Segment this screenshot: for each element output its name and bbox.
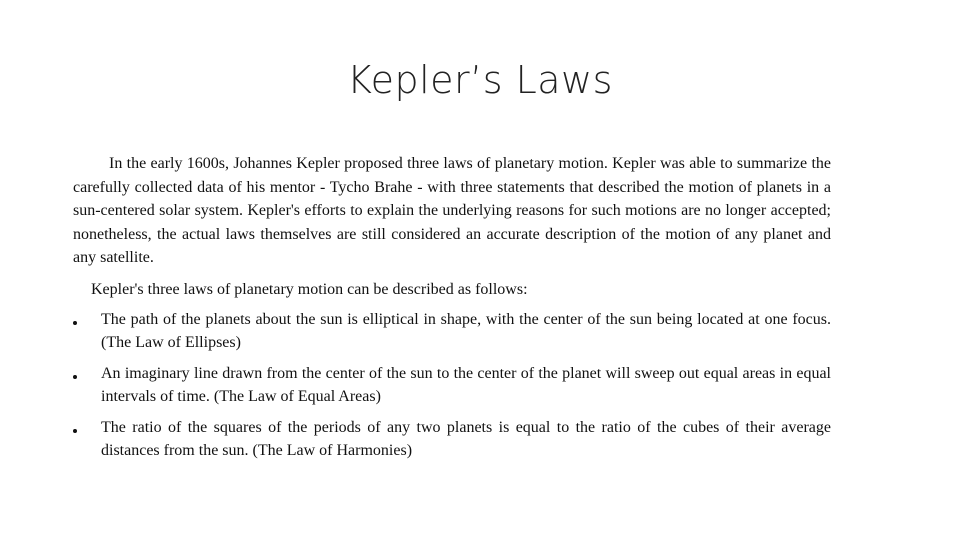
bullet-icon [73,429,77,433]
law-text: The path of the planets about the sun is elliptical in shape, with the center of the sun being located at one focus. (The Law of Ellipses) [101,311,831,351]
bullet-icon [73,375,77,379]
slide-title: Kepler’s Laws [347,58,613,102]
list-item-law-of-harmonies [73,416,831,462]
law-text: An imaginary line drawn from the center of the sun to the center of the planet will sweep out equal areas in equal intervals of time. (The Law of Equal Areas) [101,365,831,405]
list-item-law-of-equal-areas [73,362,831,408]
intro-paragraph: In the early 1600s, Johannes Kepler proposed three laws of planetary motion. Kepler was able to summarize the carefully collected data of his mentor - Tycho Brahe - with three statements that described the motion of planets in a sun-centered solar system. Kepler's efforts to explain the underlying reasons for such motions are no longer accepted; nonetheless, the actual laws themselves are still considered an accurate description of the motion of any planet and any satellite. [73,155,831,266]
bullet-icon [73,321,77,325]
list-item-law-of-ellipses [73,308,831,354]
laws-lead-in: Kepler's three laws of planetary motion can be described as follows: [91,281,528,298]
law-text: The ratio of the squares of the periods of any two planets is equal to the ratio of the cubes of their average distances from the sun. (The Law of Harmonies) [101,419,831,459]
laws-list [73,308,831,470]
